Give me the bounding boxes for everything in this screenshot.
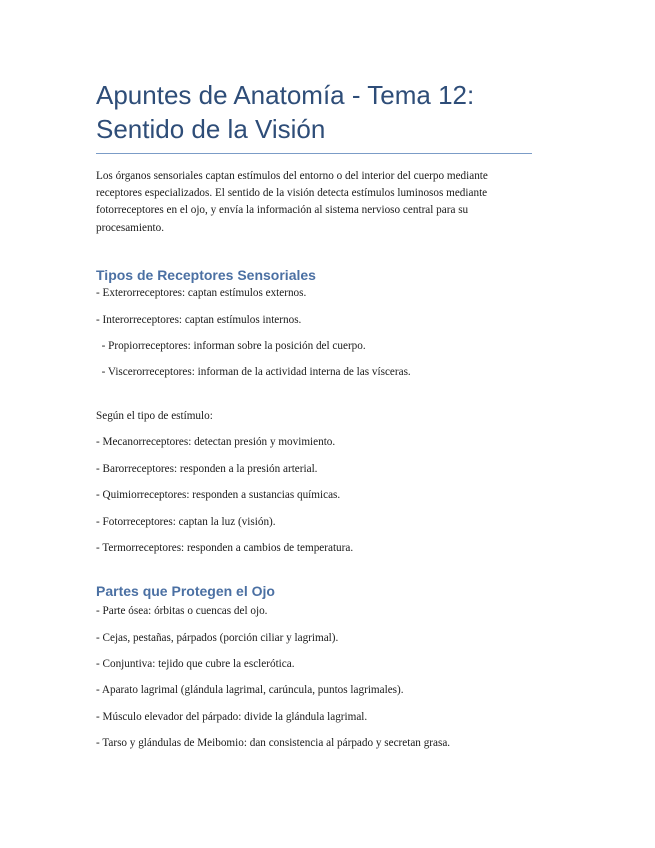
section-heading-receptor-types: Tipos de Receptores Sensoriales [96, 266, 316, 283]
list-item: - Viscerorreceptores: informan de la actividad interna de las vísceras. [96, 365, 411, 378]
list-item: - Propiorreceptores: informan sobre la posición del cuerpo. [96, 339, 366, 352]
document-page [96, 78, 532, 749]
list-item: - Músculo elevador del párpado: divide la glándula lagrimal. [96, 710, 368, 723]
title-line-2: Sentido de la Visión [96, 114, 326, 144]
list-item: - Exterorreceptores: captan estímulos externos. [96, 286, 307, 299]
list-item: - Cejas, pestañas, párpados (porción ciliar y lagrimal). [96, 631, 339, 644]
list-item: - Parte ósea: órbitas o cuencas del ojo. [96, 604, 268, 617]
stimulus-intro: Según el tipo de estímulo: [96, 409, 213, 422]
list-item: - Quimiorreceptores: responden a sustancias químicas. [96, 488, 341, 501]
intro-paragraph: Los órganos sensoriales captan estímulos del entorno o del interior del cuerpo mediante receptores especializados. El sentido de la visión detecta estímulos luminosos mediante fotorreceptores en el ojo, y envía la información al sistema nervioso central para su procesamiento. [96, 170, 488, 234]
title-line-1: Apuntes de Anatomía - Tema 12: [96, 80, 475, 110]
list-item: - Fotorreceptores: captan la luz (visión). [96, 515, 276, 528]
list-item: - Mecanorreceptores: detectan presión y movimiento. [96, 435, 336, 448]
list-item: - Aparato lagrimal (glándula lagrimal, carúncula, puntos lagrimales). [96, 683, 404, 696]
list-item: - Conjuntiva: tejido que cubre la esclerótica. [96, 657, 295, 670]
list-item: - Termorreceptores: responden a cambios de temperatura. [96, 541, 354, 554]
section-heading-eye-protection: Partes que Protegen el Ojo [96, 582, 275, 599]
list-item: - Barorreceptores: responden a la presión arterial. [96, 462, 318, 475]
document-title [96, 78, 532, 146]
list-item: - Tarso y glándulas de Meibomio: dan consistencia al párpado y secretan grasa. [96, 736, 451, 749]
title-underline [96, 153, 532, 154]
list-item: - Interorreceptores: captan estímulos internos. [96, 313, 302, 326]
